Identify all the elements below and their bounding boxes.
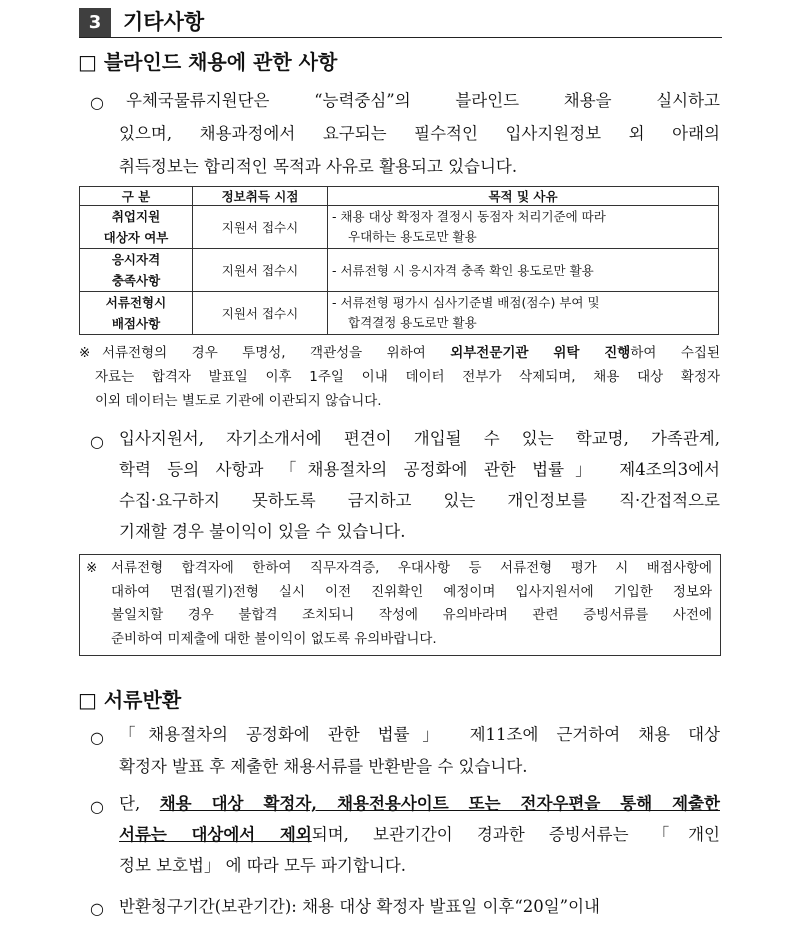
text-segment: 되며, 보관기간이 경과한 증빙서류는 「개인 xyxy=(311,825,720,844)
text-line: 「채용절차의 공정화에 관한 법률」 제11조에 근거하여 채용 대상 xyxy=(119,725,720,744)
personal-info-paragraph xyxy=(119,423,720,547)
bullet-marker: ○ xyxy=(90,899,104,918)
table-row xyxy=(80,292,719,335)
text-line: 정보 보호법」 에 따라 모두 파기합니다. xyxy=(119,856,407,875)
purpose-cell xyxy=(328,292,719,335)
table-row xyxy=(80,206,719,249)
emphasis-text: 채용 대상 확정자, 채용전용사이트 또는 전자우편을 통해 제출한 xyxy=(159,794,720,813)
note-line-1 xyxy=(102,341,720,365)
text-line: 서류전형 합격자에 한하여 직무자격증, 우대사항 등 서류전형 평가 시 배점사항에 xyxy=(111,560,712,576)
emphasis-text: 서류는 대상에서 제외 xyxy=(119,825,312,844)
category-cell xyxy=(80,292,193,335)
return-item-3: 반환청구기간(보관기간): 채용 대상 확정자 발표일 이후“20일”이내 xyxy=(119,897,600,916)
note-mark: ※ xyxy=(86,560,98,576)
text-line xyxy=(119,788,720,819)
text-line: 취득정보는 합리적인 목적과 사유로 활용되고 있습니다. xyxy=(119,157,518,176)
bullet-marker: ○ xyxy=(90,432,104,451)
note-text: 하여 수집된 xyxy=(630,345,720,361)
info-acquisition-table xyxy=(79,186,719,335)
outsourcing-note xyxy=(79,341,720,413)
purpose-cell xyxy=(328,206,719,249)
text-line: 우체국물류지원단은 “능력중심”의 블라인드 채용을 실시하고 xyxy=(126,91,720,110)
column-header: 목적 및 사유 xyxy=(328,187,719,206)
cell-line: 합격결정 용도로만 활용 xyxy=(348,315,477,330)
table-header-row xyxy=(80,187,719,206)
text-segment: 단, xyxy=(119,794,160,813)
box-text xyxy=(111,557,712,651)
cell-line: - 서류전형 평가시 심사기준별 배점(점수) 부여 및 xyxy=(332,295,600,310)
note-line-3: 이외 데이터는 별도로 기관에 이관되지 않습니다. xyxy=(95,393,382,409)
cell-line: - 채용 대상 확정자 결정시 동점자 처리기준에 따라 xyxy=(332,209,606,224)
note-mark: ※ xyxy=(79,345,91,361)
text-line: 준비하여 미제출에 대한 불이익이 없도록 유의바랍니다. xyxy=(111,630,437,647)
column-header: 구 분 xyxy=(80,187,193,206)
text-line: 불일치할 경우 불합격 조치되니 작성에 유의바라며 관련 증빙서류를 사전에 xyxy=(111,607,712,623)
purpose-cell xyxy=(328,249,719,292)
cell-line: 우대하는 용도로만 활용 xyxy=(348,229,477,244)
timing-cell: 지원서 접수시 xyxy=(193,206,328,249)
blind-intro-paragraph xyxy=(119,84,720,183)
text-line: 대하여 면접(필기)전형 실시 이전 진위확인 예정이며 입사지원서에 기입한 정보와 xyxy=(111,583,712,600)
text-line: 수집·요구하지 못하도록 금지하고 있는 개인정보를 직·간접적으로 xyxy=(119,491,720,510)
cell-line: 서류전형시 xyxy=(105,295,167,310)
bullet-marker: ○ xyxy=(90,728,104,747)
text-line: 기재할 경우 불이익이 있을 수 있습니다. xyxy=(119,522,406,541)
bullet-marker: ○ xyxy=(90,93,104,112)
text-line: 학력 등의 사항과 「채용절차의 공정화에 관한 법률」 제4조의3에서 xyxy=(119,460,720,479)
section-title: 기타사항 xyxy=(123,10,205,34)
verification-note-box xyxy=(79,554,721,656)
text-line: 확정자 발표 후 제출한 채용서류를 반환받을 수 있습니다. xyxy=(119,757,528,776)
document-return-heading: □ 서류반환 xyxy=(78,688,182,712)
text-line: 입사지원서, 자기소개서에 편견이 개입될 수 있는 학교명, 가족관계, xyxy=(119,429,720,448)
timing-cell: 지원서 접수시 xyxy=(193,292,328,335)
category-cell xyxy=(80,249,193,292)
blind-hiring-heading: □ 블라인드 채용에 관한 사항 xyxy=(78,50,338,74)
bullet-marker: ○ xyxy=(90,797,104,816)
text-line: 있으며, 채용과정에서 요구되는 필수적인 입사지원정보 외 아래의 xyxy=(119,124,720,143)
cell-line: 대상자 여부 xyxy=(103,230,169,245)
note-line-2: 자료는 합격자 발표일 이후 1주일 이내 데이터 전부가 삭제되며, 채용 대상 확정자 xyxy=(95,369,720,385)
cell-line: 응시자격 xyxy=(111,252,161,267)
cell-line: - 서류전형 시 응시자격 충족 확인 용도로만 활용 xyxy=(332,263,594,278)
text-line xyxy=(119,819,720,850)
cell-line: 배점사항 xyxy=(111,316,161,331)
cell-line: 충족사항 xyxy=(111,273,161,288)
column-header: 정보취득 시점 xyxy=(193,187,328,206)
category-cell xyxy=(80,206,193,249)
note-text: 서류전형의 경우 투명성, 객관성을 위하여 xyxy=(102,345,451,361)
section-number: 3 xyxy=(79,8,111,37)
section-header xyxy=(79,5,722,38)
timing-cell: 지원서 접수시 xyxy=(193,249,328,292)
return-item-1 xyxy=(119,719,720,783)
cell-line: 취업지원 xyxy=(111,209,161,224)
table-row xyxy=(80,249,719,292)
return-item-2 xyxy=(119,788,720,881)
note-emphasis: 외부전문기관 위탁 진행 xyxy=(450,345,631,361)
